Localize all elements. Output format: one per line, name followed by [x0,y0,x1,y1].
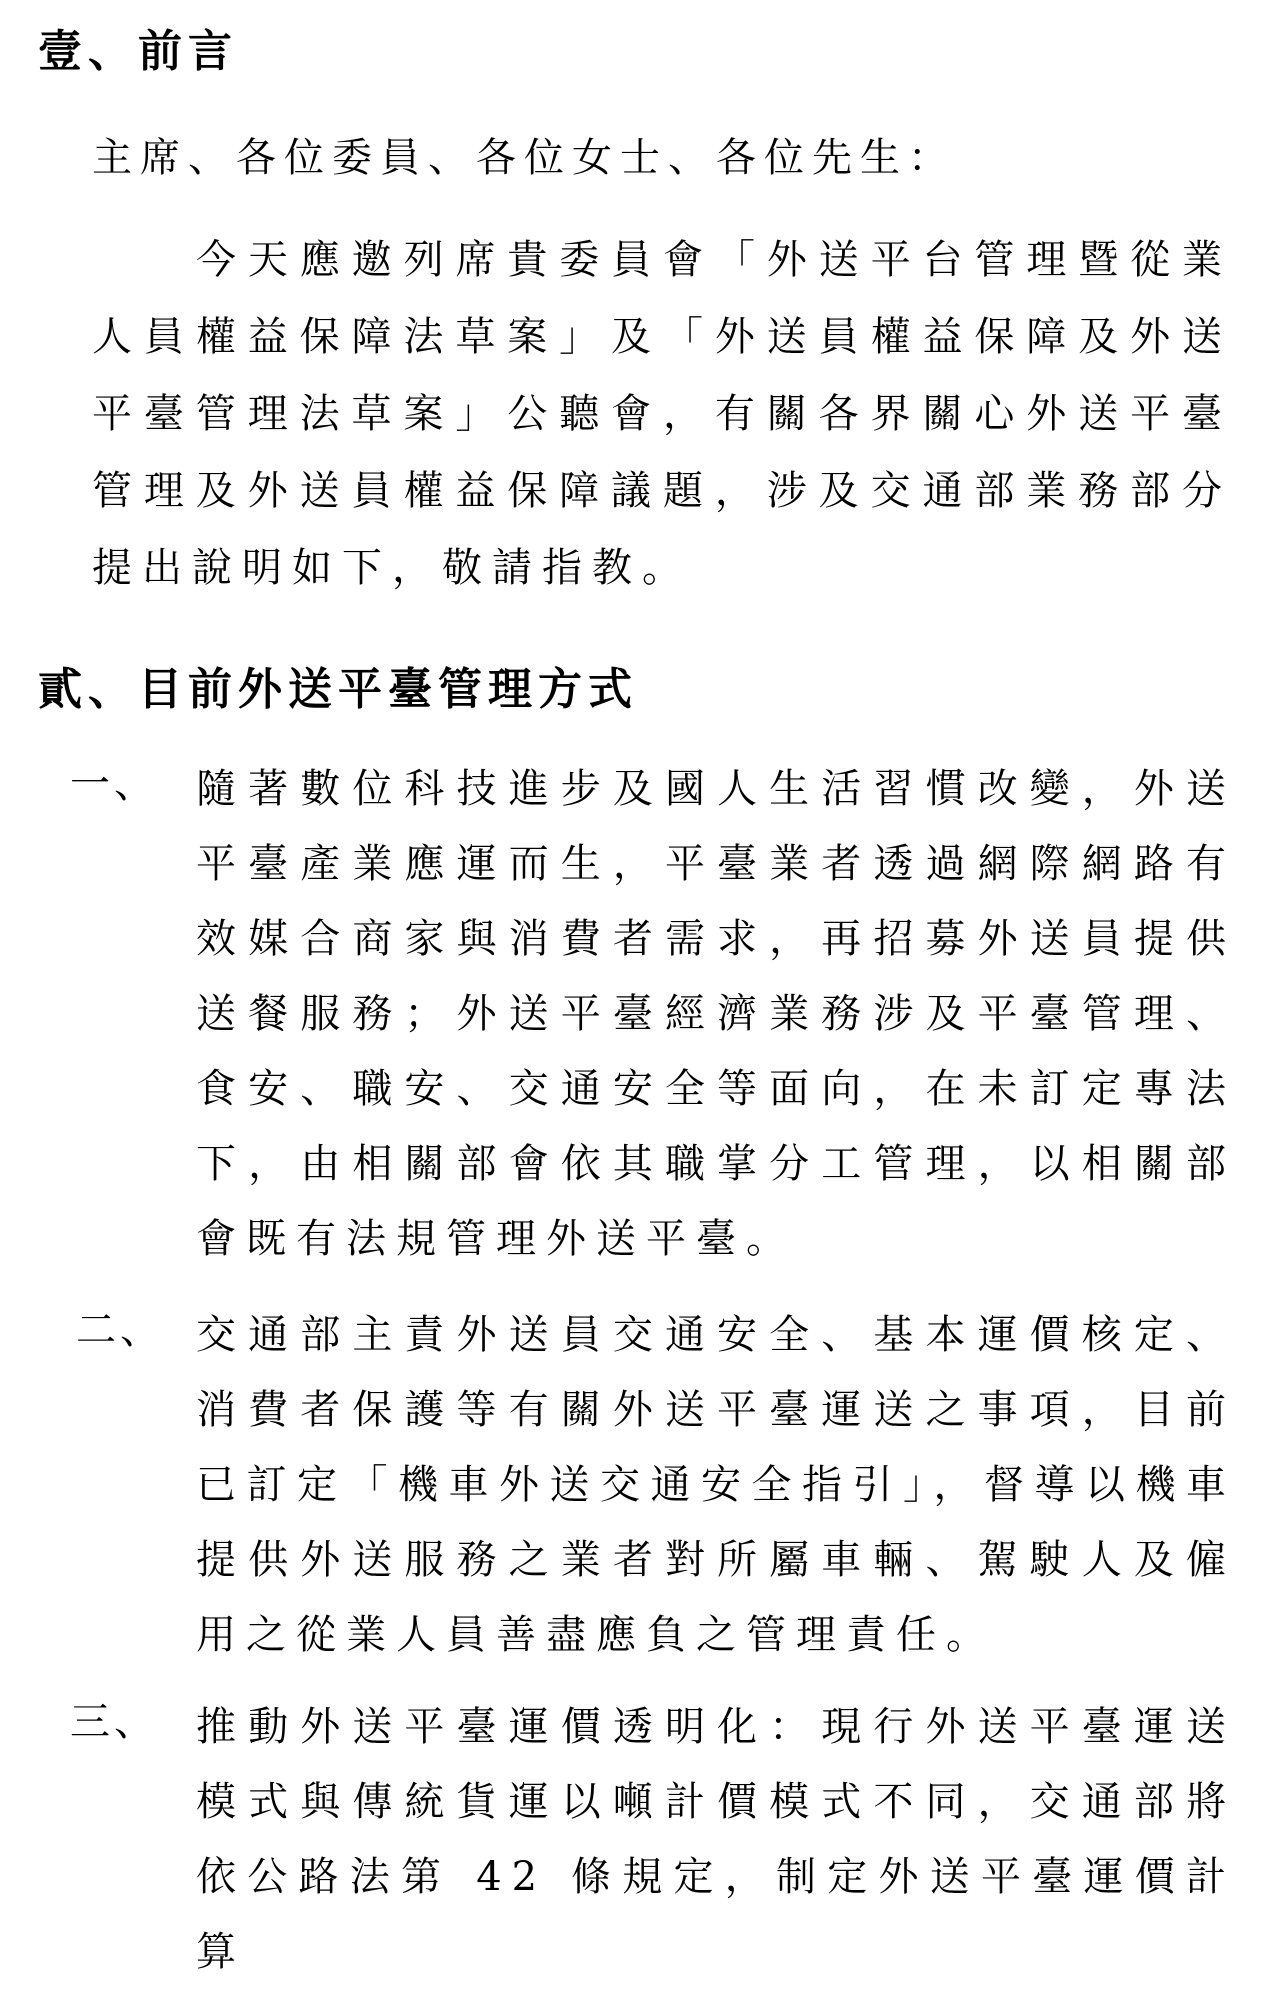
list-item-text: 推動外送平臺運價透明化：現行外送平臺運送模式與傳統貨運以噸計價模式不同，交通部將依公路法第 42 條規定，制定外送平臺運價計算 [196,1704,1236,1975]
list-item-number: 二、 [76,1307,164,1353]
list-item-text: 隨著數位科技進步及國人生活習慣改變，外送平臺產業應運而生，平臺業者透過網際網路有效媒合商家與消費者需求，再招募外送員提供送餐服務；外送平臺經濟業務涉及平臺管理、食安、職安、交通安全等面向，在未訂定專法下，由相關部會依其職掌分工管理，以相關部會既有法規管理外送平臺。 [196,766,1236,1262]
salutation-line: 主席、各位委員、各位女士、各位先生： [92,135,956,181]
list-item-text: 交通部主責外送員交通安全、基本運價核定、消費者保護等有關外送平臺運送之事項，目前已訂定「機車外送交通安全指引」，督導以機車提供外送服務之業者對所屬車輛、駕駛人及僱用之從業人員善盡應負之管理責任。 [196,1312,1236,1658]
list-item-number: 一、 [70,761,158,807]
section-heading-preface: 壹、前言 [38,26,238,77]
section-heading-current-management: 貳、目前外送平臺管理方式 [38,664,638,715]
list-item-number: 三、 [70,1699,158,1745]
intro-paragraph: 今天應邀列席貴委員會「外送平台管理暨從業人員權益保障法草案」及「外送員權益保障及外送平臺管理法草案」公聽會，有關各界關心外送平臺管理及外送員權益保障議題，涉及交通部業務部分提出說明如下，敬請指教。 [92,237,1232,591]
